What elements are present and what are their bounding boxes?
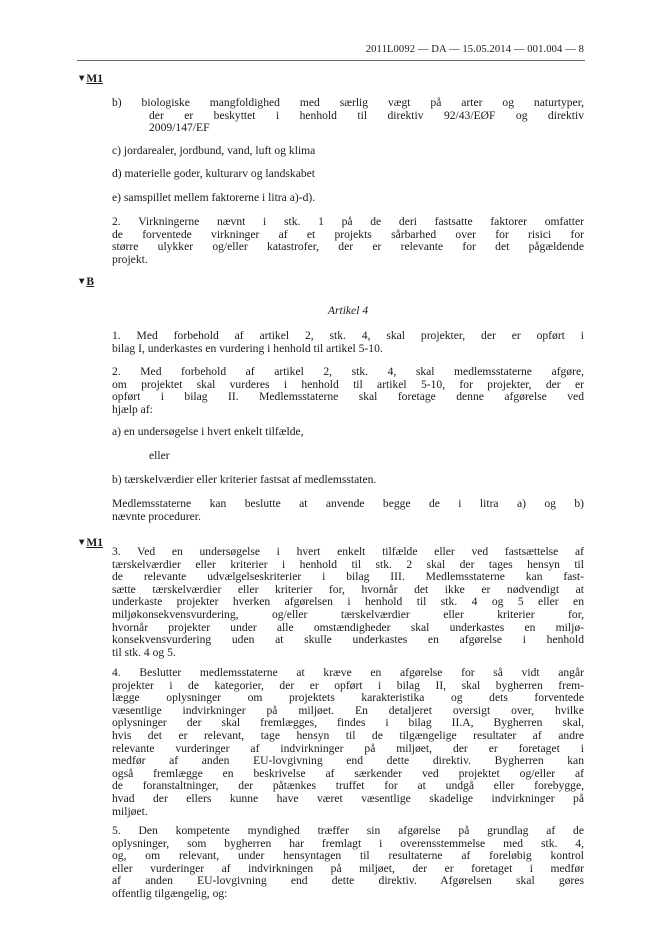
article-paragraph-2: 2. Med forbehold af artikel 2, stk. 4, skal medlemsstaterne afgøre, om projektet skal vurderes i henhold til artikel 5-10, for projekter, der er opført i bilag II. Medlemsstaterne skal foretage denne afgørelse ved hjælp af: <box>112 365 584 416</box>
article-title: Artikel 4 <box>327 304 369 317</box>
document-reference-header: 2011L0092 — DA — 15.05.2014 — 001.004 — 8 <box>365 44 584 55</box>
amendment-marker-m1-mid: ▼M1 <box>77 537 104 549</box>
paragraph-3: 3. Ved en undersøgelse i hvert enkelt tilfælde eller ved fastsættelse af tærskelværdier eller kriterier i henhold til stk. 2 skal der tages hensyn til de relevante udvælgelseskriterier i bilag III. Medlemsstaterne kan fast- sætte tærskelværdier eller kriterier for, hvornår det ikke er nødvendigt at underkaste projekter hverken afgørelsen i henhold til stk. 4 og 5 eller en miljøkonsekvensvurdering, og/eller tærskelværdier eller kriterier for, hvornår projekter under alle omstændigheder skal underkastes en miljø- konsekvensvurdering uden at skulle underkastes en afgørelse i henhold til stk. 4 og 5. <box>112 545 584 659</box>
article-list-item-b: b) tærskelværdier eller kriterier fastsat af medlemsstaten. <box>112 473 377 486</box>
amendment-marker-m1-top: ▼M1 <box>77 73 104 85</box>
article-paragraph-1: 1. Med forbehold af artikel 2, stk. 4, skal projekter, der er opført i bilag I, underkastes en vurdering i henhold til artikel 5-10. <box>112 329 584 355</box>
article-closing: Medlemsstaterne kan beslutte at anvende begge de i litra a) og b) nævnte procedurer. <box>112 497 584 523</box>
paragraph-5: 5. Den kompetente myndighed træffer sin afgørelse på grundlag af de oplysninger, som bygherren har fremlagt i overensstemmelse med stk. 4, og, om relevant, under hensyntagen til resultaterne af foreløbig kontrol eller vurderinger af indvirkningen på miljøet, der er foretaget i medfør af anden EU-lovgivning end dette direktiv. Afgørelsen skal gøres offentlig tilgængelig, og: <box>112 824 584 900</box>
article-eller: eller <box>149 449 170 462</box>
paragraph-2-top: 2. Virkningerne nævnt i stk. 1 på de deri fastsatte faktorer omfatter de forventede virkninger af et projekts sårbarhed over for risici for større ulykker og/eller katastrofer, der er relevante for det pågældende projekt. <box>112 215 584 266</box>
list-item-d: d) materielle goder, kulturarv og landskabet <box>112 167 315 180</box>
triangle-down-icon: ▼ <box>77 538 87 548</box>
triangle-down-icon: ▼ <box>77 74 87 84</box>
list-item-e: e) samspillet mellem faktorerne i litra a)-d). <box>112 191 316 204</box>
amendment-marker-b: ▼B <box>77 276 95 288</box>
paragraph-4: 4. Beslutter medlemsstaterne at kræve en afgørelse for så vidt angår projekter i de kategorier, der er opført i bilag II, skal bygherren frem- lægge oplysninger om projektets karakteristika og dets forventede væsentlige indvirkninger på miljøet. En detaljeret oversigt over, hvilke oplysninger der skal fremlægges, findes i bilag II.A, Bygherren skal, hvis det er relevant, tage hensyn til de tilgængelige resultater af andre relevante vurderinger af indvirkninger på miljøet, der er foretaget i medfør af anden EU-lovgivning end dette direktiv. Bygherren kan også fremlægge en beskrivelse af særkender ved projektet og/eller af de foranstaltninger, der påtænkes truffet for at undgå eller forebygge, hvad der ellers kunne have været væsentlige skadelige indvirkninger på miljøet. <box>112 666 584 818</box>
header-rule <box>77 60 585 61</box>
list-item-b: b) biologiske mangfoldighed med særlig vægt på arter og naturtyper, der er beskyttet i henhold til direktiv 92/43/EØF og direktiv 2009/147/EF <box>112 96 584 135</box>
article-list-item-a: a) en undersøgelse i hvert enkelt tilfælde, <box>112 425 304 438</box>
list-item-c: c) jordarealer, jordbund, vand, luft og klima <box>112 144 316 157</box>
triangle-down-icon: ▼ <box>77 277 87 287</box>
